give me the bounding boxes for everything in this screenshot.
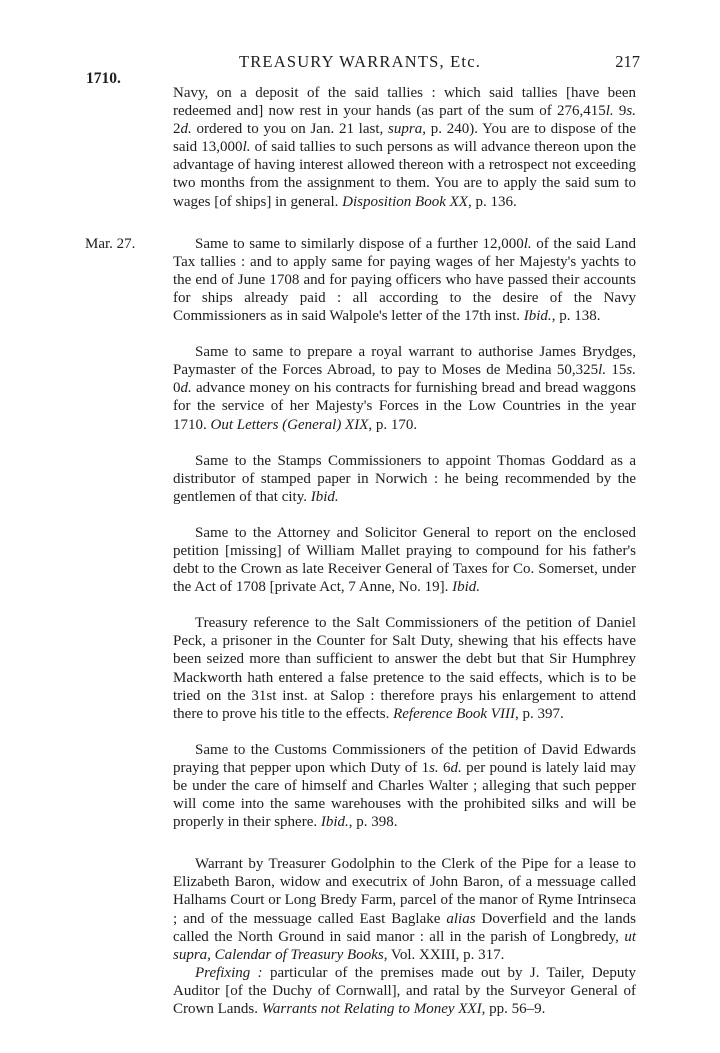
italic-reference: Warrants not Relating to Money XXI: [261, 1001, 482, 1018]
paragraph-gap: [173, 434, 636, 452]
text-run: , p. 398.: [348, 814, 398, 831]
calendar-entry: [173, 524, 636, 596]
paragraph-gap: [173, 831, 636, 855]
italic-reference: Ibid.: [310, 488, 339, 505]
text-run: 9: [613, 103, 627, 120]
calendar-entry: [173, 741, 636, 831]
text-run: of the said Land Tax tallies : and to apply same for paying wages of her Majesty's yachts to the end of June 1708 and for paying officers who have passed their accounts for ships already paid : all according to the desire of the Navy Commissioners as in said Walpole's letter of the 17th inst.: [173, 235, 636, 325]
entry-text: [173, 84, 636, 211]
text-run: Treasury reference to the Salt Commissioners of the petition of Daniel Peck, a prisoner in the Counter for Salt Duty, shewing that his effects have been seized more than sufficient to answer the debt but that Sir Humphrey Mackworth hath entered a false pretence to the said effects, which is to be tried on the 31st inst. at Salop : therefore prays his enlargement to attend there to prove his title to the effects.: [173, 615, 636, 722]
italic-reference: l.: [598, 362, 607, 379]
text-run: , pp. 56–9.: [481, 1001, 546, 1018]
text-run: 6: [438, 759, 451, 776]
text-run: Same to the Stamps Commissioners to appoint Thomas Goddard as a distributor of stamped paper in Norwich : he being recommended by the gentlemen of that city.: [173, 452, 636, 505]
text-run: , p. 138.: [551, 308, 601, 325]
entry-text: [173, 235, 636, 325]
text-run: Warrant by Treasurer Godolphin to the Clerk of the Pipe for a lease to Elizabeth Baron, widow and executrix of John Baron, of a messuage called Halhams Court or Long Bredy Farm, parcel of the manor of Ryme Intrinseca ; and of the messuage called East Baglake: [173, 856, 636, 927]
italic-reference: Ibid.: [452, 579, 481, 596]
page-number: 217: [615, 52, 640, 71]
text-run: Same to same to similarly dispose of a further 12,000: [195, 235, 524, 252]
italic-reference: supra: [388, 121, 423, 138]
italic-reference: d.: [180, 121, 192, 138]
text-run: Navy, on a deposit of the said tallies : which said tallies [have been redeemed and] now rest in your hands (as part of the sum of 276,415: [173, 85, 636, 120]
paragraph-gap: [173, 325, 636, 343]
italic-reference: Ibid.: [320, 814, 349, 831]
italic-reference: s.: [429, 759, 439, 776]
italic-reference: Reference Book VIII: [393, 705, 515, 722]
text-run: Same to same to prepare a royal warrant to authorise James Brydges, Paymaster of the Forces Abroad, to pay to Moses de Medina 50,325: [173, 344, 636, 379]
paragraph-gap: [173, 596, 636, 614]
text-run: 0: [173, 380, 181, 397]
calendar-entry: [173, 452, 636, 506]
text-run: per pound is lately laid may be under the care of himself and Charles Walter ; alleging that such pepper will come into the same warehouses with the prohibited silks and will be properly in their sphere.: [173, 759, 637, 831]
italic-reference: Out Letters (General) XIX: [210, 416, 369, 433]
paragraph-gap: [173, 211, 636, 235]
entry-date: Mar. 27.: [85, 235, 136, 252]
italic-reference: Prefixing :: [195, 964, 263, 981]
italic-reference: l.: [242, 139, 251, 156]
running-head-title: TREASURY WARRANTS, Etc.: [238, 52, 482, 71]
italic-reference: l.: [523, 235, 532, 252]
entry-text: [173, 855, 636, 964]
italic-reference: Ibid.: [523, 308, 552, 325]
paragraph-gap: [173, 506, 636, 524]
text-run: of said tallies to such persons as will advance thereon upon the advantage of having interest allowed thereon with a retrospect not exceeding two months from the assignment to them. You are to apply the said sum to wages [of ships] in general.: [173, 139, 636, 210]
text-run: Doverfield and the lands called the North Ground in said manor : all in the parish of Longbredy,: [173, 910, 636, 945]
text-run: Same to the Customs Commissioners of the petition of David Edwards praying that pepper upon which Duty of 1: [173, 741, 636, 776]
text-run: , p. 240). You are to dispose of the said 13,000: [173, 121, 636, 156]
margin-year: 1710.: [86, 70, 121, 87]
text-run: ordered to you on Jan. 21 last,: [191, 121, 389, 138]
text-run: , Vol. XXIII, p. 317.: [383, 946, 505, 963]
text-run: Same to the Attorney and Solicitor General to report on the enclosed petition [missing] of William Mallet praying to compound for his father's debt to the Crown as late Receiver General of Taxes for Co. Somerset, under the Act of 1708 [private Act, 7 Anne, No. 19].: [173, 524, 636, 596]
italic-reference: l.: [605, 103, 614, 120]
text-run: advance money on his contracts for furnishing bread and bread waggons for the service of her Majesty's Forces in the Low Countries in the year 1710.: [173, 380, 636, 433]
text-run: , p. 170.: [368, 416, 418, 433]
entry-text: [173, 343, 636, 433]
paragraph-gap: [173, 723, 636, 741]
italic-reference: s.: [626, 362, 637, 379]
text-run: , p. 397.: [514, 705, 564, 722]
calendar-entry: [173, 343, 636, 433]
document-body: [85, 84, 637, 1018]
calendar-entry: [173, 614, 636, 723]
italic-reference: ut supra, Calendar of Treasury Books: [173, 928, 636, 963]
italic-reference: s.: [626, 103, 636, 120]
calendar-entry: [85, 235, 636, 325]
italic-reference: alias: [446, 910, 476, 927]
text-run: particular of the premises made out by J. Tailer, Deputy Auditor [of the Duchy of Cornwall], and ratal by the Surveyor General of Crown Lands.: [173, 964, 636, 1018]
calendar-entry: [173, 855, 636, 1018]
calendar-entry: [173, 84, 636, 211]
text-run: , p. 136.: [467, 193, 517, 210]
entry-text: [173, 452, 636, 506]
italic-reference: d.: [180, 380, 192, 397]
italic-reference: Disposition Book XX: [342, 193, 468, 210]
italic-reference: d.: [450, 759, 462, 776]
text-run: 2: [173, 121, 181, 138]
entry-text: [173, 614, 636, 723]
entry-text: [173, 524, 636, 596]
entry-continuation: [173, 964, 636, 1018]
entry-text: [173, 741, 636, 831]
text-run: 15: [606, 362, 627, 379]
